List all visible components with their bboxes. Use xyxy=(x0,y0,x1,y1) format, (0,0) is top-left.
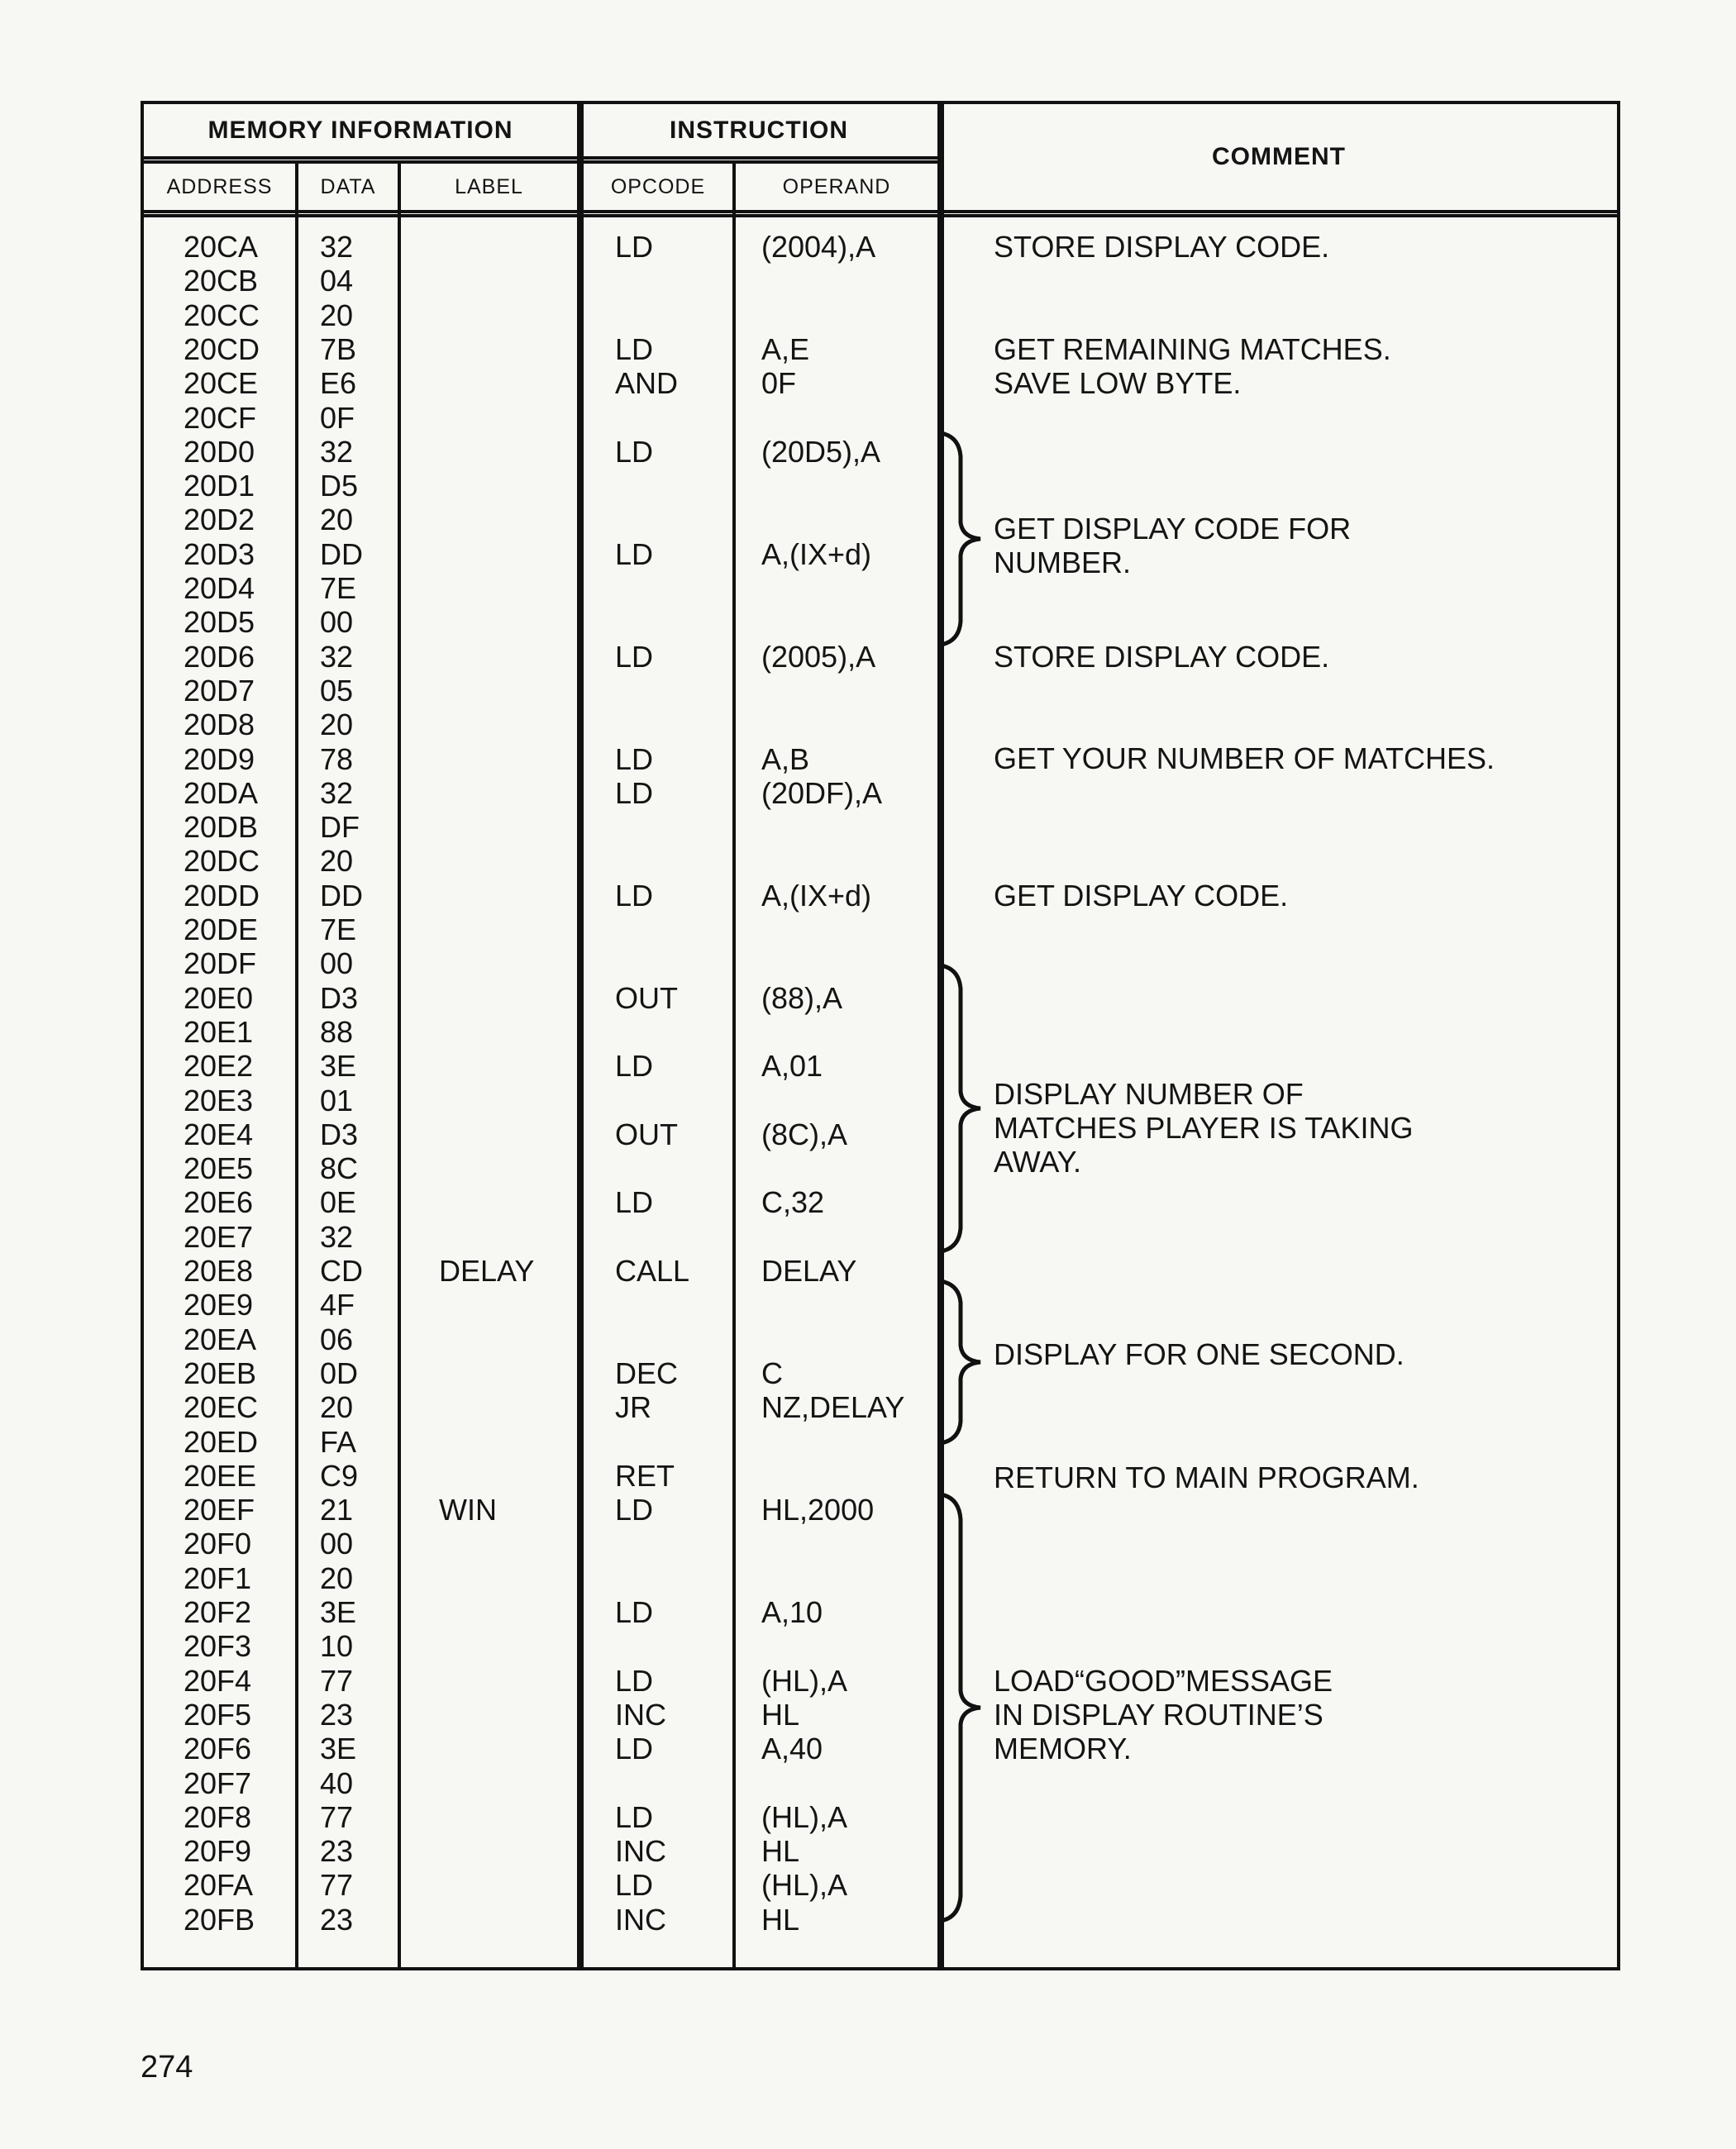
address-cell: 20E4 xyxy=(184,1117,254,1151)
operand-cell: A,E xyxy=(761,331,810,366)
operand-column-header: OPERAND xyxy=(782,174,891,198)
address-cell: 20DC xyxy=(184,844,260,879)
listing-row xyxy=(144,1664,1617,1698)
listing-row xyxy=(144,1254,1617,1288)
listing-row xyxy=(144,946,1617,980)
listing-row xyxy=(144,674,1617,708)
data-cell: 23 xyxy=(320,1834,354,1869)
data-cell: 32 xyxy=(320,434,354,469)
operand-cell: (2004),A xyxy=(761,230,876,264)
listing-row xyxy=(144,1425,1617,1459)
address-cell: 20EB xyxy=(184,1356,257,1390)
data-cell: 05 xyxy=(320,673,354,708)
listing-row xyxy=(144,1015,1617,1049)
listing-row xyxy=(144,435,1617,469)
data-cell: 06 xyxy=(320,1322,354,1356)
data-cell: D5 xyxy=(320,469,359,503)
opcode-cell: LD xyxy=(615,1185,654,1220)
address-cell: 20F9 xyxy=(184,1834,252,1869)
address-cell: 20D3 xyxy=(184,536,255,571)
opcode-cell: LD xyxy=(615,1595,654,1629)
address-cell: 20F2 xyxy=(184,1595,252,1629)
data-cell: 8C xyxy=(320,1151,359,1186)
data-cell: 20 xyxy=(320,503,354,537)
operand-cell: (20D5),A xyxy=(761,434,881,469)
operand-cell: (HL),A xyxy=(761,1663,848,1698)
address-cell: 20D5 xyxy=(184,605,255,640)
listing-row xyxy=(144,1834,1617,1868)
address-cell: 20D1 xyxy=(184,469,255,503)
label-column-header: LABEL xyxy=(455,174,523,198)
comment-text: RETURN TO MAIN PROGRAM. xyxy=(994,1460,1419,1494)
listing-row xyxy=(144,298,1617,332)
address-cell: 20D7 xyxy=(184,673,255,708)
data-cell: 32 xyxy=(320,1219,354,1254)
data-cell: 0E xyxy=(320,1185,357,1220)
operand-cell: C xyxy=(761,1356,783,1390)
comment-text: LOAD“GOOD”MESSAGE IN DISPLAY ROUTINE’S MEMORY. xyxy=(994,1664,1333,1765)
listing-row xyxy=(144,776,1617,810)
data-cell: 0D xyxy=(320,1356,359,1390)
listing-row xyxy=(144,571,1617,605)
label-cell: WIN xyxy=(439,1493,497,1527)
data-cell: FA xyxy=(320,1424,357,1459)
data-cell: 7B xyxy=(320,331,357,366)
data-cell: 3E xyxy=(320,1595,357,1629)
listing-row xyxy=(144,503,1617,536)
opcode-cell: LD xyxy=(615,775,654,810)
opcode-cell: LD xyxy=(615,1663,654,1698)
opcode-cell: INC xyxy=(615,1902,666,1937)
data-cell: 7E xyxy=(320,571,357,605)
address-cell: 20E2 xyxy=(184,1049,254,1084)
operand-cell: HL xyxy=(761,1834,800,1869)
address-cell: 20E9 xyxy=(184,1288,254,1322)
data-cell: E6 xyxy=(320,366,357,401)
opcode-cell: LD xyxy=(615,639,654,674)
data-cell: 20 xyxy=(320,708,354,742)
data-cell: 00 xyxy=(320,605,354,640)
opcode-cell: LD xyxy=(615,536,654,571)
listing-row xyxy=(144,1493,1617,1527)
data-cell: 0F xyxy=(320,400,355,435)
address-cell: 20E5 xyxy=(184,1151,254,1186)
address-cell: 20E0 xyxy=(184,980,254,1015)
data-cell: 32 xyxy=(320,775,354,810)
listing-row xyxy=(144,1185,1617,1219)
opcode-cell: AND xyxy=(615,366,679,401)
operand-cell: HL,2000 xyxy=(761,1493,875,1527)
operand-cell: C,32 xyxy=(761,1185,825,1220)
address-cell: 20F0 xyxy=(184,1527,252,1561)
comment-text: GET YOUR NUMBER OF MATCHES. xyxy=(994,741,1495,775)
address-cell: 20CA xyxy=(184,230,259,264)
data-cell: 00 xyxy=(320,946,354,981)
address-cell: 20F6 xyxy=(184,1732,252,1766)
data-cell: 04 xyxy=(320,264,354,298)
bracket-brace-icon xyxy=(937,1493,987,1923)
operand-cell: (2005),A xyxy=(761,639,876,674)
page-number: 274 xyxy=(141,2050,193,2085)
listing-row xyxy=(144,844,1617,878)
data-cell: 21 xyxy=(320,1493,354,1527)
data-cell: 78 xyxy=(320,741,354,776)
operand-cell: A,(IX+d) xyxy=(761,536,872,571)
address-cell: 20E1 xyxy=(184,1014,254,1049)
comment-text: GET DISPLAY CODE. xyxy=(994,879,1289,912)
listing-row xyxy=(144,1868,1617,1902)
comment-header: COMMENT xyxy=(1212,143,1346,170)
listing-row xyxy=(144,1732,1617,1765)
operand-cell: A,10 xyxy=(761,1595,823,1629)
listing-row xyxy=(144,401,1617,435)
operand-cell: A,B xyxy=(761,741,810,776)
opcode-cell: LD xyxy=(615,1049,654,1084)
operand-cell: (88),A xyxy=(761,980,843,1015)
data-cell: 20 xyxy=(320,1561,354,1595)
address-cell: 20E6 xyxy=(184,1185,254,1220)
listing-row xyxy=(144,1561,1617,1595)
address-cell: 20D4 xyxy=(184,571,255,605)
operand-cell: DELAY xyxy=(761,1254,857,1288)
opcode-column-header: OPCODE xyxy=(610,174,706,198)
address-cell: 20F7 xyxy=(184,1765,252,1800)
header-rule xyxy=(144,156,937,160)
address-cell: 20DD xyxy=(184,878,260,912)
data-cell: 10 xyxy=(320,1629,354,1664)
address-cell: 20F3 xyxy=(184,1629,252,1664)
opcode-cell: JR xyxy=(615,1390,651,1425)
address-cell: 20D9 xyxy=(184,741,255,776)
operand-cell: (20DF),A xyxy=(761,775,883,810)
address-cell: 20CE xyxy=(184,366,259,401)
address-cell: 20F1 xyxy=(184,1561,252,1595)
listing-row xyxy=(144,708,1617,741)
listing-row xyxy=(144,469,1617,503)
listing-row xyxy=(144,1288,1617,1322)
address-cell: 20D2 xyxy=(184,503,255,537)
address-cell: 20D8 xyxy=(184,708,255,742)
address-cell: 20EE xyxy=(184,1458,257,1493)
operand-cell: A,40 xyxy=(761,1732,823,1766)
opcode-cell: INC xyxy=(615,1697,666,1732)
address-column-header: ADDRESS xyxy=(166,174,273,198)
header-rule xyxy=(144,214,1617,217)
opcode-cell: LD xyxy=(615,1868,654,1903)
address-cell: 20CD xyxy=(184,331,260,366)
operand-cell: (8C),A xyxy=(761,1117,848,1151)
data-cell: 20 xyxy=(320,1390,354,1425)
listing-row xyxy=(144,640,1617,674)
data-cell: 01 xyxy=(320,1083,354,1117)
data-cell: 3E xyxy=(320,1049,357,1084)
listing-row xyxy=(144,1698,1617,1732)
listing-row xyxy=(144,1766,1617,1800)
bracket-brace-icon xyxy=(937,431,987,646)
bracket-brace-icon xyxy=(937,964,987,1253)
data-cell: 40 xyxy=(320,1765,354,1800)
address-cell: 20F5 xyxy=(184,1697,252,1732)
data-cell: C9 xyxy=(320,1458,359,1493)
address-cell: 20E7 xyxy=(184,1219,254,1254)
data-cell: 23 xyxy=(320,1697,354,1732)
header-rule xyxy=(144,210,1617,213)
program-listing-table xyxy=(141,101,1620,1970)
opcode-cell: DEC xyxy=(615,1356,679,1390)
opcode-cell: RET xyxy=(615,1458,675,1493)
listing-row xyxy=(144,1527,1617,1561)
data-cell: 88 xyxy=(320,1014,354,1049)
address-cell: 20DE xyxy=(184,912,259,946)
listing-row xyxy=(144,366,1617,400)
operand-cell: HL xyxy=(761,1697,800,1732)
listing-row xyxy=(144,537,1617,571)
data-cell: CD xyxy=(320,1254,363,1288)
listing-row xyxy=(144,1390,1617,1424)
operand-cell: (HL),A xyxy=(761,1868,848,1903)
address-cell: 20F8 xyxy=(184,1799,252,1834)
listing-row xyxy=(144,230,1617,264)
data-cell: D3 xyxy=(320,980,359,1015)
address-cell: 20DA xyxy=(184,775,259,810)
data-cell: D3 xyxy=(320,1117,359,1151)
listing-row xyxy=(144,1903,1617,1937)
address-cell: 20EC xyxy=(184,1390,259,1425)
comment-text: DISPLAY NUMBER OF MATCHES PLAYER IS TAKING AWAY. xyxy=(994,1077,1414,1179)
data-cell: DD xyxy=(320,878,363,912)
address-cell: 20D0 xyxy=(184,434,255,469)
address-cell: 20EF xyxy=(184,1493,255,1527)
listing-row xyxy=(144,981,1617,1015)
bracket-brace-icon xyxy=(937,1279,987,1445)
comment-text: GET REMAINING MATCHES. SAVE LOW BYTE. xyxy=(994,332,1391,400)
data-cell: 23 xyxy=(320,1902,354,1937)
comment-text: DISPLAY FOR ONE SECOND. xyxy=(994,1337,1405,1371)
address-cell: 20CB xyxy=(184,264,259,298)
listing-row xyxy=(144,1629,1617,1663)
comment-text: STORE DISPLAY CODE. xyxy=(994,230,1330,264)
data-cell: 32 xyxy=(320,639,354,674)
opcode-cell: OUT xyxy=(615,980,678,1015)
opcode-cell: LD xyxy=(615,741,654,776)
address-cell: 20F4 xyxy=(184,1663,252,1698)
opcode-cell: LD xyxy=(615,331,654,366)
operand-cell: (HL),A xyxy=(761,1799,848,1834)
data-cell: 20 xyxy=(320,844,354,879)
comment-text: GET DISPLAY CODE FOR NUMBER. xyxy=(994,512,1352,579)
address-cell: 20ED xyxy=(184,1424,259,1459)
opcode-cell: OUT xyxy=(615,1117,678,1151)
data-cell: 00 xyxy=(320,1527,354,1561)
operand-cell: A,01 xyxy=(761,1049,823,1084)
opcode-cell: LD xyxy=(615,878,654,912)
address-cell: 20FB xyxy=(184,1902,255,1937)
operand-cell: A,(IX+d) xyxy=(761,878,872,912)
address-cell: 20DF xyxy=(184,946,257,981)
opcode-cell: LD xyxy=(615,434,654,469)
listing-row xyxy=(144,912,1617,946)
data-cell: 3E xyxy=(320,1732,357,1766)
opcode-cell: LD xyxy=(615,1732,654,1766)
listing-row xyxy=(144,810,1617,844)
listing-row xyxy=(144,605,1617,639)
opcode-cell: LD xyxy=(615,1493,654,1527)
opcode-cell: CALL xyxy=(615,1254,690,1288)
listing-row xyxy=(144,879,1617,912)
operand-cell: HL xyxy=(761,1902,800,1937)
memory-information-header: MEMORY INFORMATION xyxy=(207,116,513,144)
address-cell: 20E8 xyxy=(184,1254,254,1288)
opcode-cell: INC xyxy=(615,1834,666,1869)
data-cell: DF xyxy=(320,810,360,845)
address-cell: 20D6 xyxy=(184,639,255,674)
data-cell: 7E xyxy=(320,912,357,946)
instruction-header: INSTRUCTION xyxy=(670,116,848,144)
address-cell: 20DB xyxy=(184,810,259,845)
listing-row xyxy=(144,332,1617,366)
listing-row xyxy=(144,1595,1617,1629)
address-cell: 20EA xyxy=(184,1322,257,1356)
data-cell: 32 xyxy=(320,230,354,264)
data-cell: 20 xyxy=(320,298,354,332)
listing-row xyxy=(144,264,1617,298)
data-cell: 77 xyxy=(320,1868,354,1903)
listing-row xyxy=(144,1800,1617,1834)
label-cell: DELAY xyxy=(439,1254,535,1288)
listing-row xyxy=(144,1220,1617,1254)
data-cell: 4F xyxy=(320,1288,355,1322)
operand-cell: NZ,DELAY xyxy=(761,1390,905,1425)
address-cell: 20FA xyxy=(184,1868,254,1903)
data-cell: 77 xyxy=(320,1663,354,1698)
data-column-header: DATA xyxy=(320,174,376,198)
opcode-cell: LD xyxy=(615,1799,654,1834)
address-cell: 20E3 xyxy=(184,1083,254,1117)
address-cell: 20CC xyxy=(184,298,260,332)
opcode-cell: LD xyxy=(615,230,654,264)
comment-text: STORE DISPLAY CODE. xyxy=(994,640,1330,674)
data-cell: DD xyxy=(320,536,363,571)
data-cell: 77 xyxy=(320,1799,354,1834)
address-cell: 20CF xyxy=(184,400,257,435)
operand-cell: 0F xyxy=(761,366,797,401)
